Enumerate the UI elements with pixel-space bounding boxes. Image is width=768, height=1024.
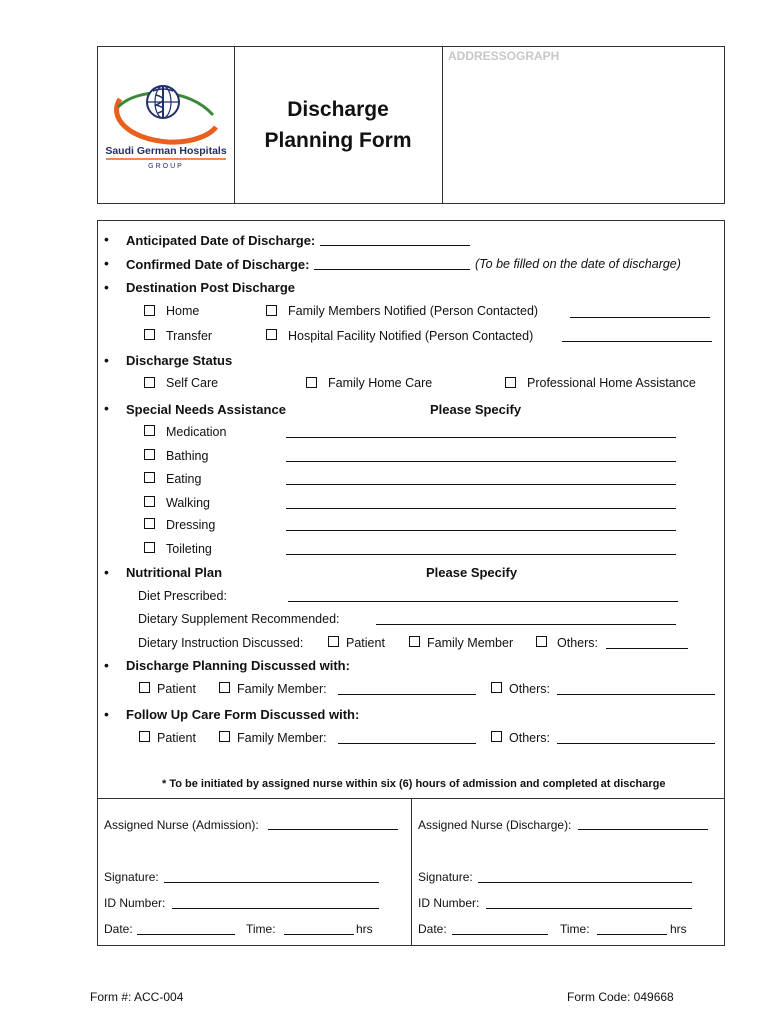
others-label: Others: — [557, 636, 598, 650]
date-label: Date: — [418, 922, 447, 936]
followup-patient-checkbox[interactable] — [139, 731, 150, 742]
need-label: Medication — [166, 425, 227, 439]
patient-label: Patient — [157, 682, 196, 696]
discharge-date-field[interactable] — [452, 924, 548, 935]
toileting-field[interactable] — [286, 544, 676, 555]
planning-family-field[interactable] — [338, 684, 476, 695]
logo-text: Saudi German Hospitals — [105, 145, 227, 157]
followup-discussed-label: Follow Up Care Form Discussed with: — [126, 707, 360, 722]
home-checkbox[interactable] — [144, 305, 155, 316]
others-label: Others: — [509, 682, 550, 696]
hospital-notified-field[interactable] — [562, 331, 712, 342]
medication-checkbox[interactable] — [144, 425, 155, 436]
id-number-label: ID Number: — [104, 896, 166, 910]
discharge-id-field[interactable] — [486, 898, 692, 909]
family-member-label: Family Member: — [237, 731, 327, 745]
need-label: Dressing — [166, 518, 216, 532]
bullet: • — [104, 564, 109, 580]
diet-prescribed-label: Diet Prescribed: — [138, 589, 227, 603]
family-member-label: Family Member — [427, 636, 514, 650]
saudi-german-hospitals-logo — [98, 47, 234, 203]
discharge-signature-field[interactable] — [478, 872, 692, 883]
form-code: Form Code: 049668 — [567, 990, 674, 1004]
patient-label: Patient — [346, 636, 385, 650]
planning-discussed-label: Discharge Planning Discussed with: — [126, 658, 350, 673]
anticipated-date-field[interactable] — [320, 235, 470, 246]
family-home-care-label: Family Home Care — [328, 376, 433, 390]
discharge-time-field[interactable] — [597, 924, 667, 935]
anticipated-date-label: Anticipated Date of Discharge: — [126, 233, 316, 248]
initiation-note: * To be initiated by assigned nurse within six (6) hours of admission and completed at discharge — [162, 778, 666, 790]
confirmed-date-note: (To be filled on the date of discharge) — [475, 257, 681, 271]
walking-field[interactable] — [286, 498, 676, 509]
self-care-label: Self Care — [166, 376, 219, 390]
id-number-label: ID Number: — [418, 896, 480, 910]
destination-label: Destination Post Discharge — [126, 280, 296, 295]
planning-family-checkbox[interactable] — [219, 682, 230, 693]
confirmed-date-label: Confirmed Date of Discharge: — [126, 257, 310, 272]
instruction-patient-checkbox[interactable] — [328, 636, 339, 647]
planning-others-field[interactable] — [557, 684, 715, 695]
form-header — [97, 46, 725, 204]
form-title — [234, 47, 443, 203]
date-label: Date: — [104, 922, 133, 936]
discharge-nurse-field[interactable] — [578, 819, 708, 830]
family-notified-field[interactable] — [570, 307, 710, 318]
family-notified-label: Family Members Notified (Person Contacted) — [288, 304, 539, 318]
followup-family-field[interactable] — [338, 733, 476, 744]
professional-home-assistance-label: Professional Home Assistance — [527, 376, 696, 390]
signature-label: Signature: — [418, 870, 473, 884]
planning-others-checkbox[interactable] — [491, 682, 502, 693]
medication-field[interactable] — [286, 427, 676, 438]
logo-subtext: GROUP — [148, 163, 184, 170]
instruction-others-field[interactable] — [606, 638, 688, 649]
bullet: • — [104, 400, 109, 416]
home-label: Home — [166, 304, 200, 318]
dietary-supplement-label: Dietary Supplement Recommended: — [138, 612, 340, 626]
toileting-checkbox[interactable] — [144, 542, 155, 553]
instruction-others-checkbox[interactable] — [536, 636, 547, 647]
please-specify-label: Please Specify — [426, 565, 518, 580]
need-label: Bathing — [166, 449, 209, 463]
instruction-family-checkbox[interactable] — [409, 636, 420, 647]
special-needs-label: Special Needs Assistance — [126, 402, 286, 417]
form-number: Form #: ACC-004 — [90, 990, 184, 1004]
diet-prescribed-field[interactable] — [288, 591, 678, 602]
self-care-checkbox[interactable] — [144, 377, 155, 388]
followup-others-field[interactable] — [557, 733, 715, 744]
family-member-label: Family Member: — [237, 682, 327, 696]
addressograph-label: ADDRESSOGRAPH — [448, 49, 560, 63]
hospital-notified-label: Hospital Facility Notified (Person Contacted) — [288, 329, 534, 343]
hospital-notified-checkbox[interactable] — [266, 329, 277, 340]
admission-date-field[interactable] — [137, 924, 235, 935]
bullet: • — [104, 279, 109, 295]
discharge-status-label: Discharge Status — [126, 353, 233, 368]
admission-nurse-field[interactable] — [268, 819, 398, 830]
transfer-checkbox[interactable] — [144, 329, 155, 340]
hrs-label: hrs — [356, 922, 373, 936]
planning-patient-checkbox[interactable] — [139, 682, 150, 693]
patient-label: Patient — [157, 731, 196, 745]
title-line-2: Planning Form — [264, 129, 412, 152]
signature-label: Signature: — [104, 870, 159, 884]
admission-time-field[interactable] — [284, 924, 354, 935]
hrs-label: hrs — [670, 922, 687, 936]
time-label: Time: — [246, 922, 276, 936]
nutritional-plan-label: Nutritional Plan — [126, 565, 223, 580]
confirmed-date-field[interactable] — [314, 259, 470, 270]
logo-cell — [98, 47, 235, 203]
bathing-checkbox[interactable] — [144, 449, 155, 460]
followup-others-checkbox[interactable] — [491, 731, 502, 742]
need-label: Toileting — [166, 542, 212, 556]
eating-checkbox[interactable] — [144, 472, 155, 483]
title-line-1: Discharge — [287, 98, 389, 121]
eating-field[interactable] — [286, 474, 676, 485]
dressing-field[interactable] — [286, 520, 676, 531]
bullet: • — [104, 352, 109, 368]
transfer-label: Transfer — [166, 329, 213, 343]
bathing-field[interactable] — [286, 451, 676, 462]
walking-checkbox[interactable] — [144, 496, 155, 507]
bullet: • — [104, 231, 109, 247]
need-label: Walking — [166, 496, 210, 510]
signature-column-divider — [411, 798, 412, 946]
dressing-checkbox[interactable] — [144, 518, 155, 529]
family-notified-checkbox[interactable] — [266, 305, 277, 316]
bullet: • — [104, 706, 109, 722]
need-label: Eating — [166, 472, 202, 486]
family-home-care-checkbox[interactable] — [306, 377, 317, 388]
time-label: Time: — [560, 922, 590, 936]
admission-id-field[interactable] — [172, 898, 379, 909]
bullet: • — [104, 657, 109, 673]
dietary-instruction-label: Dietary Instruction Discussed: — [138, 636, 304, 650]
form-body — [97, 220, 725, 946]
please-specify-label: Please Specify — [430, 402, 522, 417]
others-label: Others: — [509, 731, 550, 745]
bullet: • — [104, 255, 109, 271]
dietary-supplement-field[interactable] — [376, 614, 676, 625]
admission-nurse-label: Assigned Nurse (Admission): — [104, 818, 259, 832]
professional-home-assistance-checkbox[interactable] — [505, 377, 516, 388]
admission-signature-field[interactable] — [164, 872, 379, 883]
followup-family-checkbox[interactable] — [219, 731, 230, 742]
discharge-nurse-label: Assigned Nurse (Discharge): — [418, 818, 572, 832]
